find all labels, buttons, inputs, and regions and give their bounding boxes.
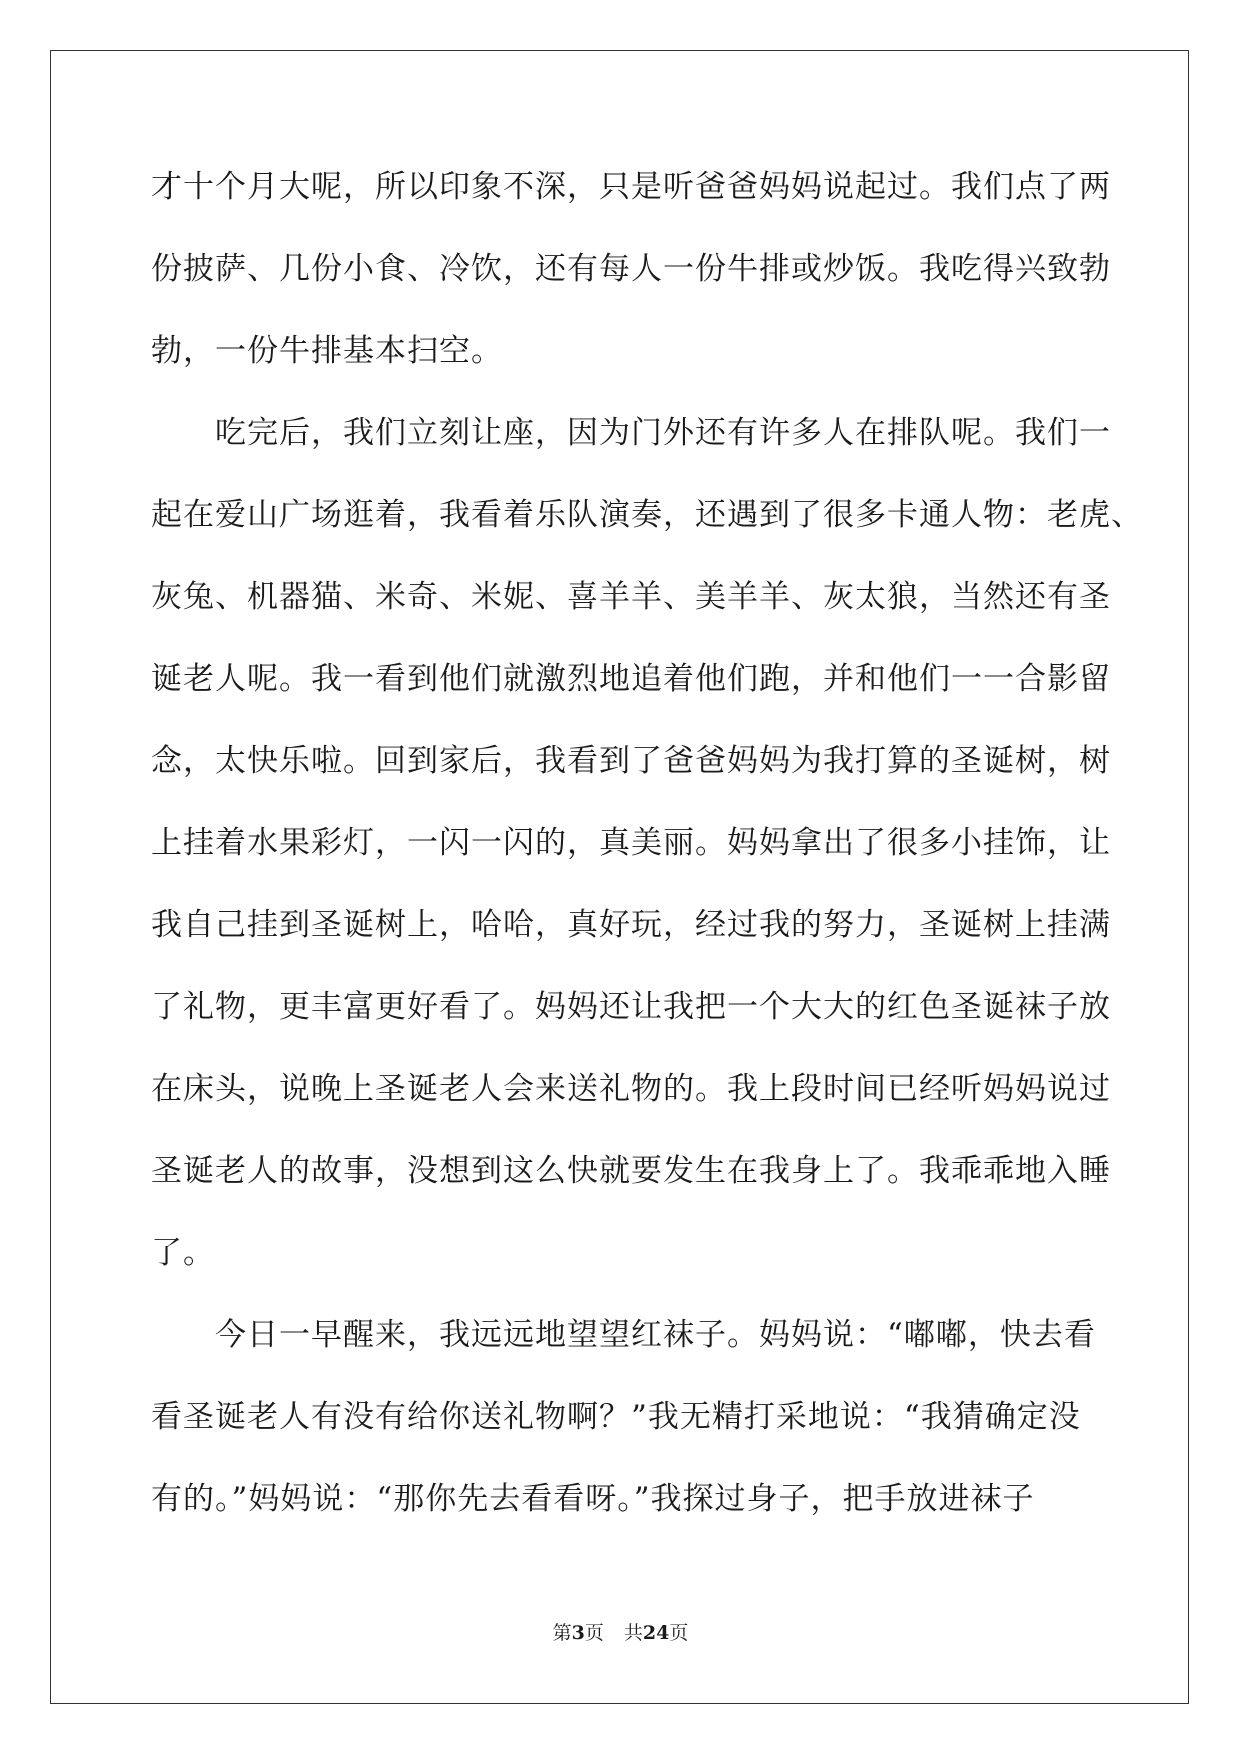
text-line: 起在爱山广场逛着，我看着乐队演奏，还遇到了很多卡通人物：老虎、	[151, 497, 1143, 533]
footer-page-number: 3	[571, 1622, 585, 1644]
footer-total-prefix: 共	[623, 1622, 643, 1644]
text-line: 我自己挂到圣诞树上，哈哈，真好玩，经过我的努力，圣诞树上挂满	[151, 907, 1111, 943]
footer-page-prefix: 第	[552, 1622, 572, 1644]
text-line: 份披萨、几份小食、冷饮，还有每人一份牛排或炒饭。我吃得兴致勃	[151, 251, 1111, 287]
text-line: 吃完后，我们立刻让座，因为门外还有许多人在排队呢。我们一	[151, 415, 1111, 451]
text-line: 有的。”妈妈说：“那你先去看看呀。”我探过身子，把手放进袜子	[151, 1481, 1035, 1517]
text-line: 在床头，说晚上圣诞老人会来送礼物的。我上段时间已经听妈妈说过	[151, 1071, 1111, 1107]
footer-total-suffix: 页	[669, 1622, 689, 1644]
text-line: 灰兔、机器猫、米奇、米妮、喜羊羊、美羊羊、灰太狼，当然还有圣	[151, 579, 1111, 615]
text-line: 圣诞老人的故事，没想到这么快就要发生在我身上了。我乖乖地入睡	[151, 1153, 1111, 1189]
page-footer	[0, 1618, 1241, 1645]
text-line: 勃，一份牛排基本扫空。	[151, 333, 503, 369]
text-line: 才十个月大呢，所以印象不深，只是听爸爸妈妈说起过。我们点了两	[151, 169, 1111, 205]
text-line: 了礼物，更丰富更好看了。妈妈还让我把一个大大的红色圣诞袜子放	[151, 989, 1111, 1025]
text-line: 诞老人呢。我一看到他们就激烈地追着他们跑，并和他们一一合影留	[151, 661, 1111, 697]
text-line: 看圣诞老人有没有给你送礼物啊？”我无精打采地说：“我猜确定没	[151, 1399, 1081, 1435]
footer-total-pages: 24	[642, 1622, 670, 1644]
document-body	[151, 160, 1143, 1554]
text-line: 了。	[151, 1235, 215, 1271]
text-line: 念，太快乐啦。回到家后，我看到了爸爸妈妈为我打算的圣诞树，树	[151, 743, 1111, 779]
text-line: 上挂着水果彩灯，一闪一闪的，真美丽。妈妈拿出了很多小挂饰，让	[151, 825, 1111, 861]
text-line: 今日一早醒来，我远远地望望红袜子。妈妈说：“嘟嘟，快去看	[151, 1317, 1096, 1353]
footer-page-suffix: 页	[584, 1622, 604, 1644]
